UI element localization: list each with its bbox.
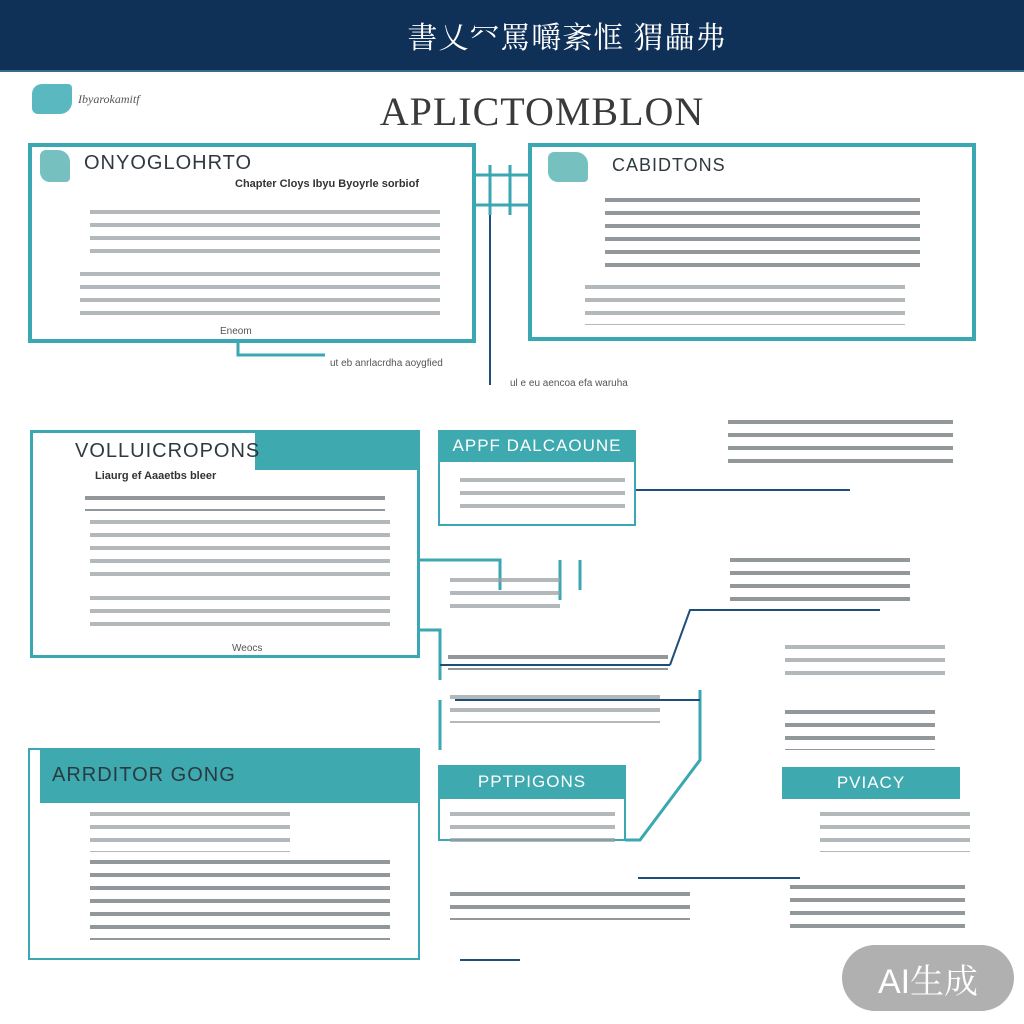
text-block	[90, 596, 390, 626]
text-block	[450, 892, 690, 920]
panel-header-bar	[255, 430, 420, 470]
text-block	[448, 655, 668, 670]
text-block	[450, 812, 615, 842]
panel-header	[40, 748, 420, 803]
text-block	[90, 210, 440, 260]
text-block	[605, 198, 920, 268]
panel-header	[438, 765, 626, 799]
text-block	[90, 812, 290, 852]
text-block	[730, 558, 910, 608]
text-block	[585, 285, 905, 325]
text-block	[90, 520, 390, 580]
panel-title: PPTPIGONS	[477, 772, 587, 791]
panel-subtitle: Chapter Cloys Ibyu Byoyrle sorbiof	[235, 178, 419, 190]
panel-footer: Weocs	[232, 643, 263, 654]
text-block	[790, 885, 965, 930]
page-title: APLICTOMBLON	[379, 89, 705, 134]
banner-title: 書乂㓁罵嚼紊恇 猬畾弗	[407, 22, 727, 55]
text-block	[80, 272, 440, 322]
ai-generated-watermark: AI生成	[842, 945, 1014, 1011]
logo-text: Ibyarokamitf	[78, 91, 140, 106]
text-block	[785, 710, 935, 750]
connector-note: ul e eu aencoa efa waruha	[510, 378, 628, 389]
text-block	[85, 496, 385, 511]
illustration-icon	[40, 150, 70, 182]
panel-header	[438, 430, 636, 462]
panel-title: VOLLUICROPONS	[75, 440, 261, 462]
text-block	[450, 695, 660, 723]
text-block	[90, 860, 390, 940]
panel-title: CABIDTONS	[612, 155, 726, 175]
text-block	[450, 578, 560, 608]
connector-note: ut eb anrlacrdha aoygfied	[330, 358, 443, 369]
panel-subtitle: Liaurg ef Aaaetbs bleer	[95, 470, 217, 482]
panel-footer: Eneom	[220, 326, 252, 337]
panel-header	[782, 767, 960, 799]
panel-title: PVIACY	[836, 773, 906, 792]
panel-title: ARRDITOR GONG	[52, 764, 236, 786]
text-block	[820, 812, 970, 852]
text-block	[460, 478, 625, 508]
text-block	[728, 420, 953, 470]
panel-title: APPF DALCAOUNE	[452, 436, 622, 455]
text-block	[785, 645, 945, 675]
panel-title: ONYOGLOHRTO	[84, 152, 253, 174]
illustration-icon	[548, 152, 588, 182]
